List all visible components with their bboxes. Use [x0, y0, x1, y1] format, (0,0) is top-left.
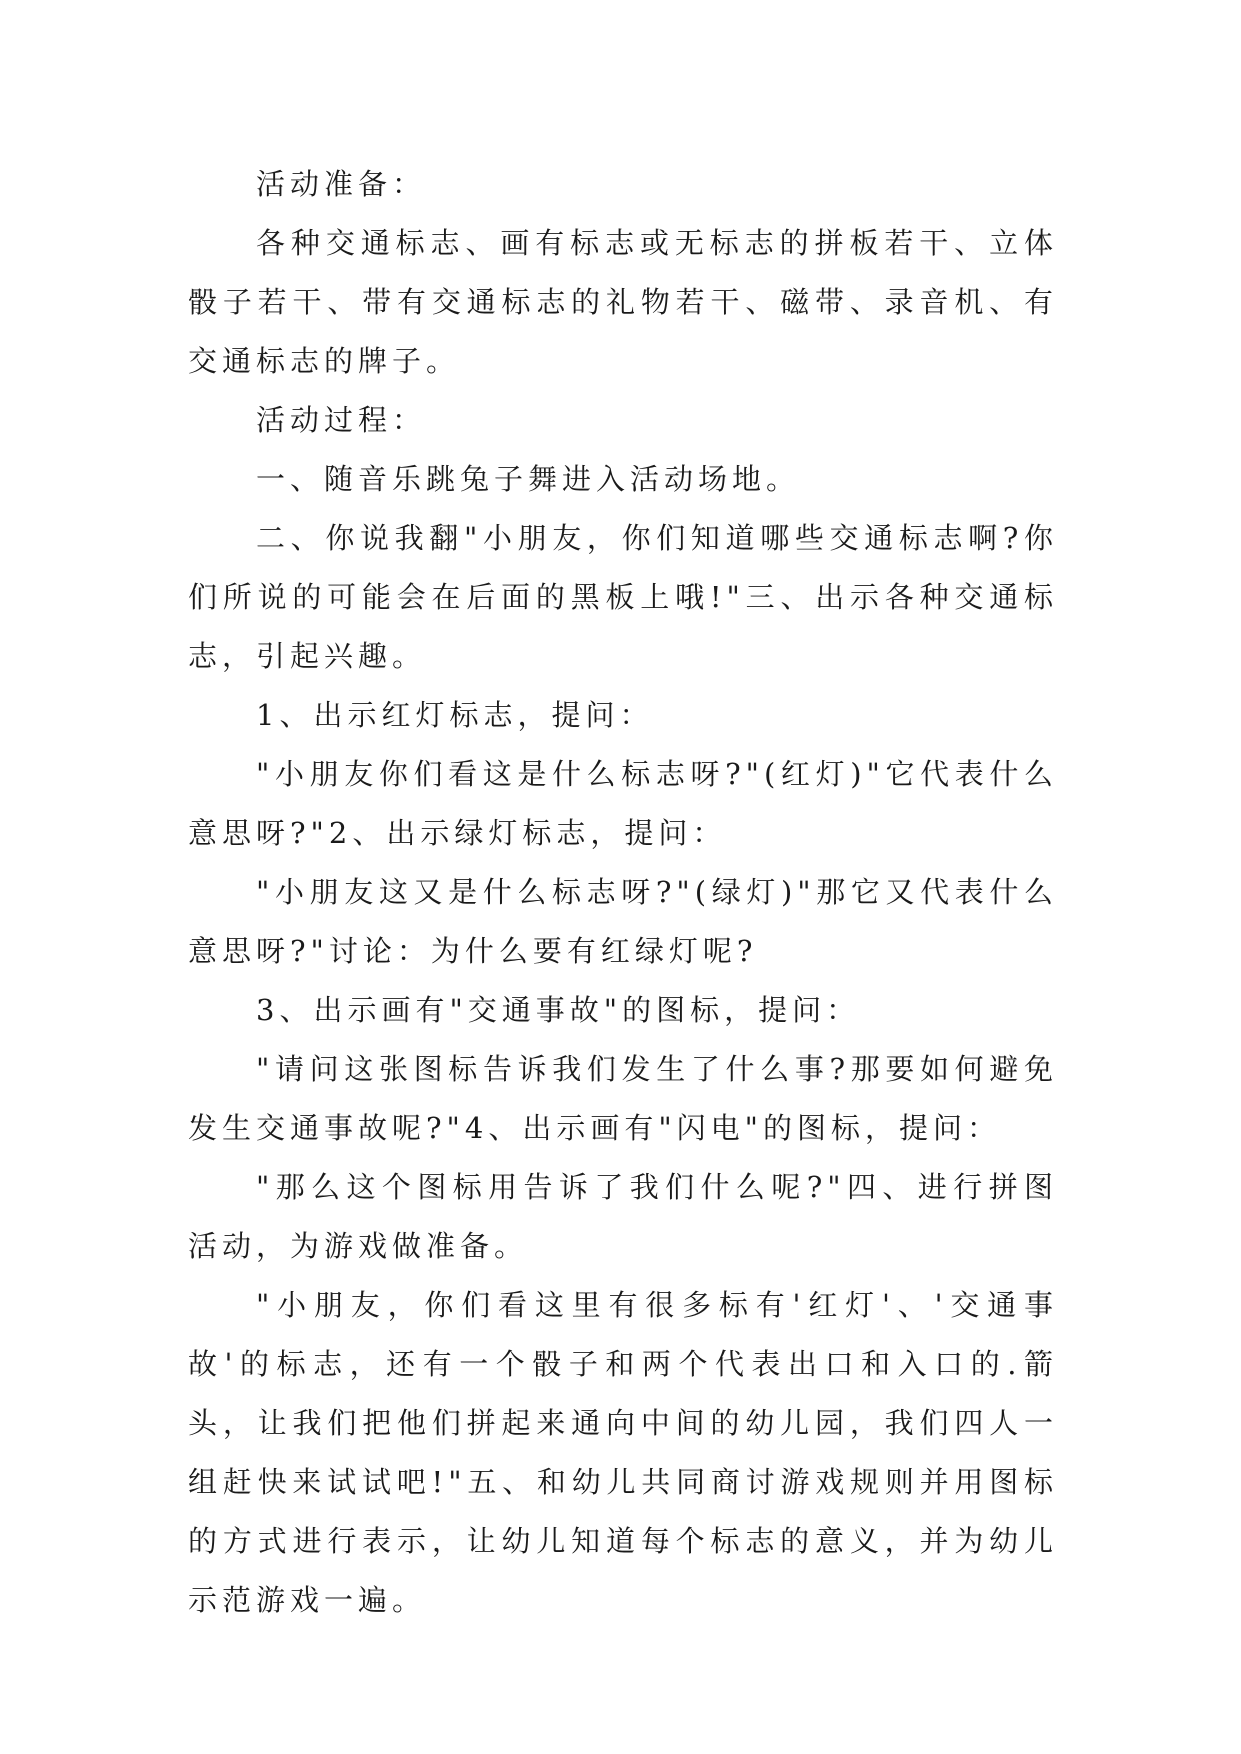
paragraph-puzzle-game: "小朋友，你们看这里有很多标有'红灯'、'交通事故'的标志，还有一个骰子和两个代表出口和入口的.箭头，让我们把他们拼起来通向中间的幼儿园，我们四人一组赶快来试试吧!"五、和幼儿共同商讨游戏规则并用图标的方式进行表示，让幼儿知道每个标志的意义，并为幼儿示范游戏一遍。: [188, 1288, 1058, 1617]
paragraph-accident-question: "请问这张图标告诉我们发生了什么事?那要如何避免发生交通事故呢?"4、出示画有"闪电"的图标，提问：: [188, 1052, 1058, 1145]
paragraph-step-1: 一、随音乐跳兔子舞进入活动场地。: [256, 462, 801, 496]
paragraph-red-light-question: "小朋友你们看这是什么标志呀?"(红灯)"它代表什么意思呀?"2、出示绿灯标志，提问：: [188, 757, 1058, 850]
paragraph-lightning-question: "那么这个图标用告诉了我们什么呢?"四、进行拼图活动，为游戏做准备。: [188, 1170, 1058, 1263]
document-body: [188, 155, 1058, 1630]
paragraph-green-light-question: "小朋友这又是什么标志呀?"(绿灯)"那它又代表什么意思呀?"讨论：为什么要有红绿灯呢?: [188, 875, 1058, 968]
paragraph-process-heading: 活动过程：: [256, 403, 427, 437]
paragraph-accident-icon: 3、出示画有"交通事故"的图标，提问：: [256, 993, 861, 1027]
paragraph-materials: 各种交通标志、画有标志或无标志的拼板若干、立体骰子若干、带有交通标志的礼物若干、磁带、录音机、有交通标志的牌子。: [188, 226, 1058, 378]
paragraph-red-light: 1、出示红灯标志，提问：: [256, 698, 654, 732]
paragraph-step-2: 二、你说我翻"小朋友，你们知道哪些交通标志啊?你们所说的可能会在后面的黑板上哦!"三、出示各种交通标志，引起兴趣。: [188, 521, 1058, 673]
paragraph-preparation-heading: 活动准备：: [256, 167, 427, 201]
